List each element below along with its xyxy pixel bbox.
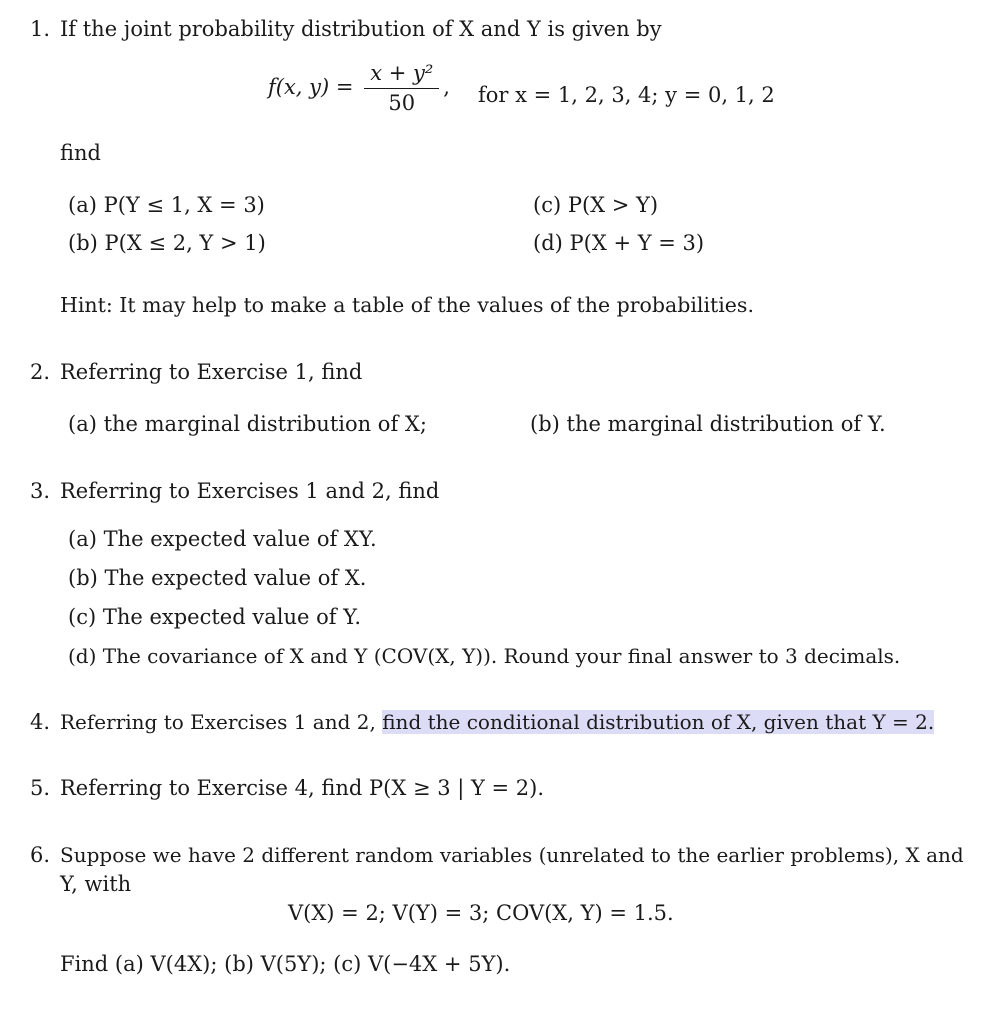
problem-6-given-values: V(X) = 2; V(Y) = 3; COV(X, Y) = 1.5. bbox=[288, 901, 674, 925]
problem-5-text: Referring to Exercise 4, find P(X ≥ 3 | Y = 2). bbox=[60, 776, 545, 800]
problem-3d: (d) The covariance of X and Y (COV(X, Y)). Round your final answer to 3 decimals. bbox=[68, 644, 901, 668]
problem-6-find: Find (a) V(4X); (b) V(5Y); (c) V(−4X + 5Y). bbox=[60, 952, 511, 976]
problem-3a: (a) The expected value of XY. bbox=[68, 527, 377, 551]
problem-4-highlighted-text[interactable]: find the conditional distribution of X, given that Y = 2. bbox=[382, 710, 935, 734]
problem-6-line-2: Y, with bbox=[60, 872, 132, 896]
problem-5-number: 5. bbox=[30, 776, 51, 800]
formula-comma: , bbox=[443, 75, 450, 100]
problem-3-number: 3. bbox=[30, 479, 51, 503]
problem-1c: (c) P(X > Y) bbox=[533, 193, 659, 217]
problem-1b: (b) P(X ≤ 2, Y > 1) bbox=[68, 231, 266, 255]
formula-fraction bbox=[364, 62, 439, 115]
problem-1d: (d) P(X + Y = 3) bbox=[533, 231, 705, 255]
problem-2-number: 2. bbox=[30, 360, 51, 384]
problem-1-hint: Hint: It may help to make a table of the values of the probabilities. bbox=[60, 293, 754, 317]
problem-4-intro: Referring to Exercises 1 and 2, bbox=[60, 710, 383, 734]
problem-1-intro: If the joint probability distribution of X and Y is given by bbox=[60, 17, 662, 41]
problem-1-find: find bbox=[60, 141, 101, 165]
problem-3c: (c) The expected value of Y. bbox=[68, 605, 361, 629]
problem-3b: (b) The expected value of X. bbox=[68, 566, 367, 590]
joint-pmf-formula bbox=[268, 62, 450, 115]
problem-1a: (a) P(Y ≤ 1, X = 3) bbox=[68, 193, 265, 217]
problem-2-intro: Referring to Exercise 1, find bbox=[60, 360, 363, 384]
problem-6-number: 6. bbox=[30, 843, 51, 867]
problem-4-number: 4. bbox=[30, 710, 51, 734]
formula-numerator: x + y² bbox=[364, 62, 439, 89]
formula-lhs: f(x, y) = bbox=[268, 75, 354, 100]
problem-3-intro: Referring to Exercises 1 and 2, find bbox=[60, 479, 440, 503]
problem-1-number: 1. bbox=[30, 17, 51, 41]
formula-domain: for x = 1, 2, 3, 4; y = 0, 1, 2 bbox=[478, 83, 775, 107]
problem-6-line-1: Suppose we have 2 different random variables (unrelated to the earlier problems), X and bbox=[60, 843, 964, 867]
formula-denominator: 50 bbox=[388, 91, 416, 116]
problem-2b: (b) the marginal distribution of Y. bbox=[530, 412, 886, 436]
problem-4-text bbox=[60, 711, 934, 733]
problem-2a: (a) the marginal distribution of X; bbox=[68, 412, 427, 436]
